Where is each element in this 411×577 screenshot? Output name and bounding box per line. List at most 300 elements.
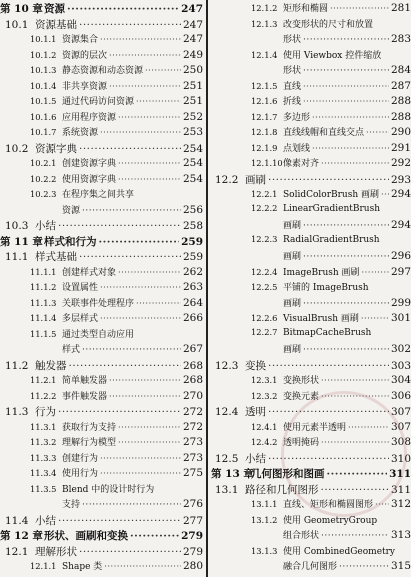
toc-entry[interactable] xyxy=(0,404,203,419)
toc-leader-dots xyxy=(67,3,179,15)
toc-leader-dots xyxy=(100,127,181,137)
toc-entry[interactable] xyxy=(0,234,203,249)
toc-entry-page: 287 xyxy=(390,79,411,92)
toc-leader-dots xyxy=(118,422,181,432)
toc-entry-number: 10.1.3 xyxy=(30,65,57,75)
toc-entry[interactable] xyxy=(0,559,203,572)
toc-entry-title: 融合几何图形 xyxy=(283,562,338,572)
toc-entry-page: 294 xyxy=(390,219,411,231)
toc-entry[interactable] xyxy=(211,466,411,481)
toc-entry[interactable] xyxy=(0,327,203,340)
toc-entry-title: 事件触发器 xyxy=(62,391,108,402)
toc-entry[interactable] xyxy=(211,404,411,419)
toc-entry-number: 11.2.2 xyxy=(30,390,57,401)
toc-entry-page: 301 xyxy=(390,312,411,324)
toc-entry[interactable] xyxy=(211,280,411,293)
toc-entry-title: 关联事件处理程序 xyxy=(62,298,135,309)
toc-entry-title: 直线 xyxy=(283,81,302,92)
toc-leader-dots xyxy=(321,158,389,168)
toc-entry[interactable] xyxy=(211,327,411,338)
toc-entry[interactable] xyxy=(0,172,203,185)
toc-entry-title: 像素对齐 xyxy=(283,159,320,169)
toc-entry-title: ImageBrush 画刷 xyxy=(283,267,360,278)
toc-entry-page: 294 xyxy=(390,188,411,200)
toc-entry-number: 10.1.2 xyxy=(30,49,57,60)
toc-entry-title: VisualBrush 画刷 xyxy=(283,314,359,324)
toc-entry[interactable] xyxy=(0,265,203,278)
toc-entry-number: 12.1.7 xyxy=(251,111,278,122)
toc-entry-number: 10.2.3 xyxy=(30,189,57,199)
toc-entry-title: 形状 xyxy=(283,35,302,45)
toc-entry[interactable] xyxy=(0,373,203,386)
toc-entry[interactable] xyxy=(211,451,411,466)
toc-entry[interactable] xyxy=(211,373,411,386)
toc-entry[interactable] xyxy=(0,311,203,324)
toc-entry-page: 279 xyxy=(182,545,203,558)
toc-entry-page: 313 xyxy=(390,529,411,541)
toc-leader-dots xyxy=(58,515,181,527)
toc-entry-page: 283 xyxy=(390,33,411,45)
toc-entry[interactable] xyxy=(0,125,203,138)
toc-entry-number: 11.1.4 xyxy=(30,313,57,323)
toc-entry-page: 259 xyxy=(181,235,203,248)
toc-entry-title: 行为 xyxy=(35,406,56,418)
toc-entry-title: 透明 xyxy=(245,406,266,418)
toc-entry[interactable] xyxy=(0,528,203,543)
toc-entry[interactable] xyxy=(211,1,411,14)
toc-entry-number: 11.2 xyxy=(5,359,29,372)
toc-entry[interactable] xyxy=(211,435,411,448)
toc-entry-number: 11.1.5 xyxy=(30,328,57,339)
toc-entry[interactable] xyxy=(211,296,411,309)
toc-entry[interactable] xyxy=(0,17,203,32)
toc-entry-title: 直线线帽和直线交点 xyxy=(283,128,365,138)
toc-leader-dots xyxy=(381,189,389,199)
toc-entry-number: 12.1.4 xyxy=(251,49,278,60)
toc-entry-number: 12.1.5 xyxy=(251,80,278,91)
toc-entry[interactable] xyxy=(0,63,203,76)
toc-entry[interactable] xyxy=(211,389,411,402)
toc-entry[interactable] xyxy=(0,156,203,169)
toc-leader-dots xyxy=(321,391,389,401)
toc-entry-number: 11.1.2 xyxy=(30,282,57,292)
toc-entry[interactable] xyxy=(211,141,411,154)
toc-leader-dots xyxy=(362,267,389,277)
toc-entry-title: 点划线 xyxy=(283,143,311,154)
toc-leader-dots xyxy=(99,236,180,248)
toc-leader-dots xyxy=(361,313,389,323)
toc-entry-page: 251 xyxy=(182,95,203,107)
toc-leader-dots xyxy=(321,437,389,447)
toc-leader-dots xyxy=(303,221,389,231)
toc-entry-page: 268 xyxy=(182,374,203,386)
toc-entry-title: 直线、矩形和椭圆图形 xyxy=(283,500,374,510)
toc-entry[interactable] xyxy=(0,497,203,510)
toc-entry-number: 12.1.1 xyxy=(30,561,57,571)
toc-entry[interactable] xyxy=(0,187,203,200)
toc-entry-page: 252 xyxy=(182,110,203,123)
toc-entry[interactable] xyxy=(211,234,411,245)
toc-entry-title: 使用 Viewbox 控件缩放 xyxy=(283,50,382,61)
toc-entry-number: 11.3.4 xyxy=(30,468,57,478)
toc-entry[interactable] xyxy=(211,94,411,107)
toc-entry-page: 293 xyxy=(390,173,411,186)
toc-entry-title: BitmapCacheBrush xyxy=(283,327,372,338)
toc-leader-dots xyxy=(268,453,389,465)
toc-leader-dots xyxy=(303,81,389,91)
toc-leader-dots xyxy=(303,35,389,45)
toc-entry-page: 281 xyxy=(390,2,411,14)
toc-entry-page: 291 xyxy=(390,141,411,154)
toc-leader-dots xyxy=(303,345,389,355)
toc-entry[interactable] xyxy=(0,218,203,233)
toc-entry[interactable] xyxy=(211,156,411,169)
toc-leader-dots xyxy=(100,468,181,478)
toc-entry-page: 253 xyxy=(182,126,203,138)
toc-entry-page: 272 xyxy=(182,420,203,433)
toc-entry[interactable] xyxy=(211,482,411,497)
toc-entry-page: 279 xyxy=(181,530,203,542)
toc-entry-number: 12.2 xyxy=(215,173,239,186)
toc-entry-number: 12.2.4 xyxy=(251,266,278,277)
toc-entry[interactable] xyxy=(0,358,203,373)
toc-entry-number: 12.3 xyxy=(215,359,239,372)
toc-entry-number: 11.1 xyxy=(5,251,29,263)
toc-entry-title: 多层样式 xyxy=(62,314,99,324)
toc-entry-title: 通过类型自动应用 xyxy=(62,329,135,340)
toc-entry-page: 251 xyxy=(182,79,203,92)
toc-leader-dots xyxy=(82,206,181,216)
toc-entry-page: 288 xyxy=(390,95,411,107)
toc-entry[interactable] xyxy=(211,203,411,214)
toc-entry-title: 透明掩码 xyxy=(283,438,320,448)
toc-leader-dots xyxy=(109,50,181,60)
toc-entry[interactable] xyxy=(0,435,203,448)
toc-entry-page: 250 xyxy=(182,64,203,76)
toc-entry-number: 13.1.3 xyxy=(251,545,278,556)
toc-entry-page: 296 xyxy=(390,250,411,262)
toc-leader-dots xyxy=(136,298,181,308)
toc-entry-page: 247 xyxy=(182,33,203,45)
toc-entry-title: 理解形状 xyxy=(35,545,77,558)
toc-entry-title: 改变形状的尺寸和放置 xyxy=(283,19,374,30)
toc-entry-number: 第 12 章 xyxy=(0,530,43,542)
toc-entry-number: 11.3.3 xyxy=(30,452,57,463)
toc-entry[interactable] xyxy=(211,79,411,92)
toc-entry-page: 267 xyxy=(182,343,203,355)
toc-leader-dots xyxy=(303,66,389,76)
toc-entry-title: 简单触发器 xyxy=(62,376,108,386)
toc-entry-title: 使用元素半透明 xyxy=(283,422,347,433)
toc-leader-dots xyxy=(136,96,181,106)
toc-leader-dots xyxy=(100,453,181,463)
toc-entry-title: 资源的层次 xyxy=(62,50,108,61)
toc-entry-number: 13.1.1 xyxy=(251,499,278,509)
toc-entry-title: 静态资源和动态资源 xyxy=(62,66,144,76)
toc-entry-number: 10.1.4 xyxy=(30,80,57,91)
toc-entry-title: 组合形状 xyxy=(283,531,320,541)
toc-entry-page: 284 xyxy=(390,64,411,76)
toc-entry[interactable] xyxy=(211,110,411,123)
toc-entry-number: 12.1.8 xyxy=(251,127,278,137)
toc-entry-title: 使用 CombinedGeometry xyxy=(283,546,396,557)
toc-entry[interactable] xyxy=(0,203,203,216)
toc-entry-number: 10.1.7 xyxy=(30,127,57,137)
toc-entry-title: 系统资源 xyxy=(62,128,99,138)
toc-leader-dots xyxy=(268,406,389,418)
toc-entry-page: 306 xyxy=(390,389,411,402)
toc-entry-page: 262 xyxy=(182,265,203,278)
toc-entry[interactable] xyxy=(0,544,203,559)
toc-leader-dots xyxy=(79,251,181,263)
toc-entry-number: 11.1.3 xyxy=(30,297,57,308)
toc-entry-page: 308 xyxy=(390,436,411,448)
toc-entry-title: 小结 xyxy=(245,452,266,465)
toc-entry-number: 11.3.2 xyxy=(30,437,57,447)
toc-entry[interactable] xyxy=(0,1,203,16)
toc-leader-dots xyxy=(118,267,181,277)
toc-leader-dots xyxy=(79,143,181,155)
toc-leader-dots xyxy=(100,313,181,323)
toc-entry[interactable] xyxy=(0,389,203,402)
toc-leader-dots xyxy=(79,546,181,558)
toc-leader-dots xyxy=(303,299,389,309)
toc-entry[interactable] xyxy=(0,79,203,92)
toc-entry[interactable] xyxy=(0,420,203,433)
toc-entry-number: 12.2.6 xyxy=(251,313,278,323)
toc-entry-number: 12.1.10 xyxy=(251,158,283,168)
toc-entry-title: LinearGradientBrush xyxy=(283,203,381,214)
toc-entry-title: 资源 xyxy=(44,3,65,15)
toc-entry[interactable] xyxy=(211,17,411,30)
toc-entry-title: 应用程序资源 xyxy=(62,112,117,123)
toc-entry[interactable] xyxy=(0,110,203,123)
toc-entry-title: 矩形和椭圆 xyxy=(283,4,329,14)
toc-entry-page: 254 xyxy=(182,172,203,185)
toc-leader-dots xyxy=(100,282,181,292)
toc-entry-page: 273 xyxy=(182,451,203,464)
toc-leader-dots xyxy=(118,174,181,184)
toc-entry-number: 12.3.2 xyxy=(251,390,278,401)
toc-entry[interactable] xyxy=(211,187,411,200)
toc-entry-number: 11.2.1 xyxy=(30,375,57,385)
toc-entry-title: 使用资源字典 xyxy=(62,174,117,185)
toc-entry-title: 获取行为支持 xyxy=(62,422,117,433)
toc-leader-dots xyxy=(366,127,389,137)
toc-entry[interactable] xyxy=(211,125,411,138)
toc-entry[interactable] xyxy=(0,296,203,309)
toc-entry-title: 画刷 xyxy=(283,298,302,309)
toc-entry-page: 304 xyxy=(390,374,411,386)
toc-entry-number: 第 10 章 xyxy=(0,3,43,15)
toc-entry-number: 12.4.1 xyxy=(251,421,278,432)
toc-entry-title: 样式 xyxy=(62,345,81,355)
toc-leader-dots xyxy=(145,65,181,75)
toc-entry-number: 12.2.7 xyxy=(251,326,278,337)
toc-entry-number: 12.2.5 xyxy=(251,282,278,292)
toc-entry-number: 12.3.1 xyxy=(251,375,278,385)
toc-entry[interactable] xyxy=(211,342,411,355)
toc-leader-dots xyxy=(327,468,388,480)
toc-entry-title: 使用 GeometryGroup xyxy=(283,515,378,526)
toc-entry-page: 315 xyxy=(390,560,411,572)
toc-entry[interactable] xyxy=(211,32,411,45)
toc-entry-page: 297 xyxy=(390,265,411,278)
toc-leader-dots xyxy=(268,360,389,372)
toc-entry[interactable] xyxy=(211,63,411,76)
toc-entry-title: 画刷 xyxy=(283,221,302,231)
toc-entry-number: 10.1.5 xyxy=(30,96,57,106)
toc-leader-dots xyxy=(312,112,389,122)
toc-entry-page: 311 xyxy=(389,468,411,480)
toc-leader-dots xyxy=(109,375,181,385)
toc-entry[interactable] xyxy=(211,249,411,262)
toc-leader-dots xyxy=(321,531,389,541)
toc-entry-title: Blend 中的设计时行为 xyxy=(62,484,155,495)
toc-entry-title: 几何图形和图画 xyxy=(251,468,325,480)
toc-entry-page: 299 xyxy=(390,296,411,309)
toc-entry-page: 264 xyxy=(182,296,203,309)
toc-entry-page: 290 xyxy=(390,126,411,138)
toc-entry-title: 画刷 xyxy=(283,252,302,262)
toc-entry-page: 310 xyxy=(390,452,411,465)
toc-entry[interactable] xyxy=(0,48,203,61)
toc-entry-title: 创建资源字典 xyxy=(62,159,117,169)
toc-entry-number: 12.4.2 xyxy=(251,437,278,447)
toc-entry-number: 13.1 xyxy=(215,483,239,496)
toc-entry-page: 254 xyxy=(182,142,203,155)
toc-entry-number: 12.1.3 xyxy=(251,18,278,29)
toc-entry-title: 变换形状 xyxy=(283,376,320,386)
toc-entry-title: Shape 类 xyxy=(62,562,103,572)
toc-entry-number: 12.2.3 xyxy=(251,233,278,244)
toc-entry-title: 使用行为 xyxy=(62,469,99,479)
toc-entry[interactable] xyxy=(0,32,203,45)
toc-leader-dots xyxy=(118,158,181,168)
toc-leader-dots xyxy=(58,220,181,232)
toc-entry-title: 资源集合 xyxy=(62,35,99,45)
toc-leader-dots xyxy=(330,3,389,13)
toc-entry-title: 形状 xyxy=(283,66,302,76)
toc-entry-title: 折线 xyxy=(283,97,302,107)
toc-entry-page: 311 xyxy=(390,483,411,496)
toc-entry-page: 273 xyxy=(182,436,203,448)
toc-leader-dots xyxy=(375,499,389,509)
toc-entry-title: 画刷 xyxy=(283,345,302,355)
toc-entry-number: 11.1.1 xyxy=(30,266,57,277)
toc-entry-page: 254 xyxy=(182,157,203,169)
toc-leader-dots xyxy=(58,406,181,418)
toc-entry-page: 312 xyxy=(390,498,411,510)
toc-leader-dots xyxy=(100,34,181,44)
toc-entry[interactable] xyxy=(211,528,411,541)
toc-leader-dots xyxy=(268,174,389,186)
toc-entry-number: 10.1 xyxy=(5,18,29,31)
toc-leader-dots xyxy=(339,562,389,572)
toc-entry-number: 12.4 xyxy=(215,406,239,418)
toc-entry[interactable] xyxy=(211,358,411,373)
toc-leader-dots xyxy=(312,143,389,153)
toc-entry[interactable] xyxy=(0,141,203,156)
toc-entry-number: 10.2.1 xyxy=(30,158,57,168)
toc-entry-number: 12.2.2 xyxy=(251,202,278,213)
toc-entry-number: 10.2 xyxy=(5,142,29,155)
toc-leader-dots xyxy=(118,112,181,122)
toc-entry-title: 创建样式对象 xyxy=(62,267,117,278)
toc-entry-number: 10.3 xyxy=(5,220,29,232)
toc-entry-number: 12.1.2 xyxy=(251,3,278,13)
toc-entry[interactable] xyxy=(211,48,411,61)
toc-entry-title: 样式基础 xyxy=(35,251,77,263)
toc-leader-dots xyxy=(82,500,181,510)
toc-entry[interactable] xyxy=(211,420,411,433)
toc-entry-title: 创建行为 xyxy=(62,453,99,464)
toc-entry[interactable] xyxy=(211,513,411,526)
toc-entry[interactable] xyxy=(211,544,411,557)
toc-leader-dots xyxy=(348,422,389,432)
toc-entry-title: 形状、画刷和变换 xyxy=(44,530,128,542)
column-divider xyxy=(206,0,208,577)
toc-entry-title: 支持 xyxy=(62,500,81,510)
toc-entry[interactable] xyxy=(0,280,203,293)
toc-entry-number: 11.3 xyxy=(5,406,29,418)
toc-leader-dots xyxy=(82,345,181,355)
toc-entry[interactable] xyxy=(211,311,411,324)
toc-entry-title: 资源字典 xyxy=(35,142,77,155)
toc-entry-page: 266 xyxy=(182,312,203,324)
toc-entry-page: 249 xyxy=(182,48,203,61)
toc-entry[interactable] xyxy=(211,497,411,510)
toc-entry-number: 10.2.2 xyxy=(30,173,57,184)
toc-entry-page: 247 xyxy=(181,3,203,15)
toc-entry-number: 12.1.9 xyxy=(251,142,278,153)
toc-entry[interactable] xyxy=(0,342,203,355)
toc-entry[interactable] xyxy=(211,265,411,278)
toc-entry[interactable] xyxy=(0,451,203,464)
toc-entry-number: 11.3.1 xyxy=(30,421,57,432)
toc-entry-page: 272 xyxy=(182,406,203,418)
toc-leader-dots xyxy=(303,252,389,262)
toc-entry[interactable] xyxy=(211,172,411,187)
toc-entry-number: 12.1.6 xyxy=(251,96,278,106)
toc-entry[interactable] xyxy=(0,94,203,107)
toc-entry-title: 在程序集之间共享 xyxy=(62,190,135,200)
toc-entry[interactable] xyxy=(0,513,203,528)
toc-entry[interactable] xyxy=(211,218,411,231)
toc-entry-title: 触发器 xyxy=(35,359,67,372)
toc-leader-dots xyxy=(109,81,181,91)
toc-entry-title: 多边形 xyxy=(283,112,311,123)
toc-leader-dots xyxy=(104,561,181,571)
toc-entry-title: RadialGradientBrush xyxy=(283,234,380,245)
toc-entry[interactable] xyxy=(0,482,203,495)
toc-entry-page: 256 xyxy=(182,203,203,216)
toc-entry-number: 第 11 章 xyxy=(0,235,43,248)
toc-entry-title: 设置属性 xyxy=(62,283,99,293)
toc-entry-title: 变换 xyxy=(245,359,266,372)
toc-entry-number: 11.3.5 xyxy=(30,483,57,494)
toc-leader-dots xyxy=(118,437,181,447)
toc-entry-number: 10.1.1 xyxy=(30,34,57,44)
toc-entry[interactable] xyxy=(0,249,203,264)
toc-entry-number: 12.5 xyxy=(215,452,239,465)
toc-entry[interactable] xyxy=(211,559,411,572)
toc-entry[interactable] xyxy=(0,466,203,479)
toc-entry-page: 280 xyxy=(182,560,203,572)
toc-leader-dots xyxy=(321,484,389,496)
toc-entry-title: 资源 xyxy=(62,205,81,216)
toc-entry-page: 276 xyxy=(182,498,203,510)
